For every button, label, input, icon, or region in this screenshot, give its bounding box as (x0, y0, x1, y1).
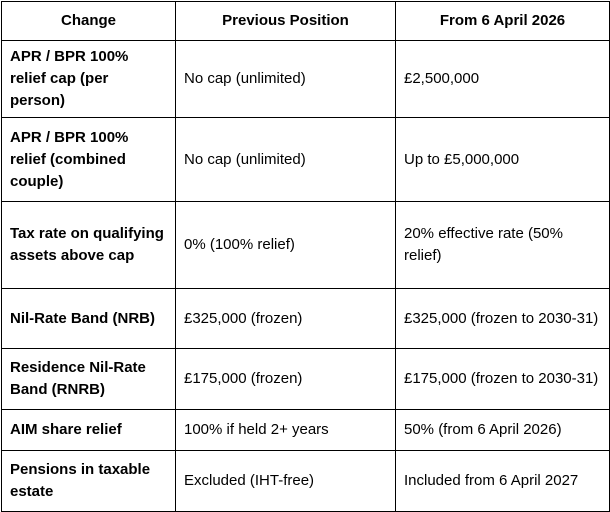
comparison-table (1, 1, 610, 512)
table-row (2, 410, 610, 451)
change-cell: Residence Nil-Rate Band (RNRB) (2, 349, 176, 410)
table-row (2, 118, 610, 202)
previous-position-cell: No cap (unlimited) (176, 118, 396, 202)
table-row (2, 202, 610, 289)
previous-position-cell: Excluded (IHT-free) (176, 451, 396, 512)
table-row (2, 349, 610, 410)
new-position-cell: £175,000 (frozen to 2030-31) (396, 349, 610, 410)
new-position-cell: £2,500,000 (396, 41, 610, 118)
header-change: Change (2, 2, 176, 41)
change-cell: APR / BPR 100% relief cap (per person) (2, 41, 176, 118)
header-row (2, 2, 610, 41)
previous-position-cell: £175,000 (frozen) (176, 349, 396, 410)
table-row (2, 41, 610, 118)
change-cell: APR / BPR 100% relief (combined couple) (2, 118, 176, 202)
previous-position-cell: £325,000 (frozen) (176, 289, 396, 349)
new-position-cell: Included from 6 April 2027 (396, 451, 610, 512)
change-cell: Pensions in taxable estate (2, 451, 176, 512)
table-row (2, 451, 610, 512)
table-row (2, 289, 610, 349)
new-position-cell: £325,000 (frozen to 2030-31) (396, 289, 610, 349)
change-cell: Nil-Rate Band (NRB) (2, 289, 176, 349)
new-position-cell: 20% effective rate (50% relief) (396, 202, 610, 289)
previous-position-cell: 0% (100% relief) (176, 202, 396, 289)
header-from-6-april-2026: From 6 April 2026 (396, 2, 610, 41)
change-cell: Tax rate on qualifying assets above cap (2, 202, 176, 289)
previous-position-cell: No cap (unlimited) (176, 41, 396, 118)
change-cell: AIM share relief (2, 410, 176, 451)
new-position-cell: Up to £5,000,000 (396, 118, 610, 202)
new-position-cell: 50% (from 6 April 2026) (396, 410, 610, 451)
previous-position-cell: 100% if held 2+ years (176, 410, 396, 451)
header-previous-position: Previous Position (176, 2, 396, 41)
